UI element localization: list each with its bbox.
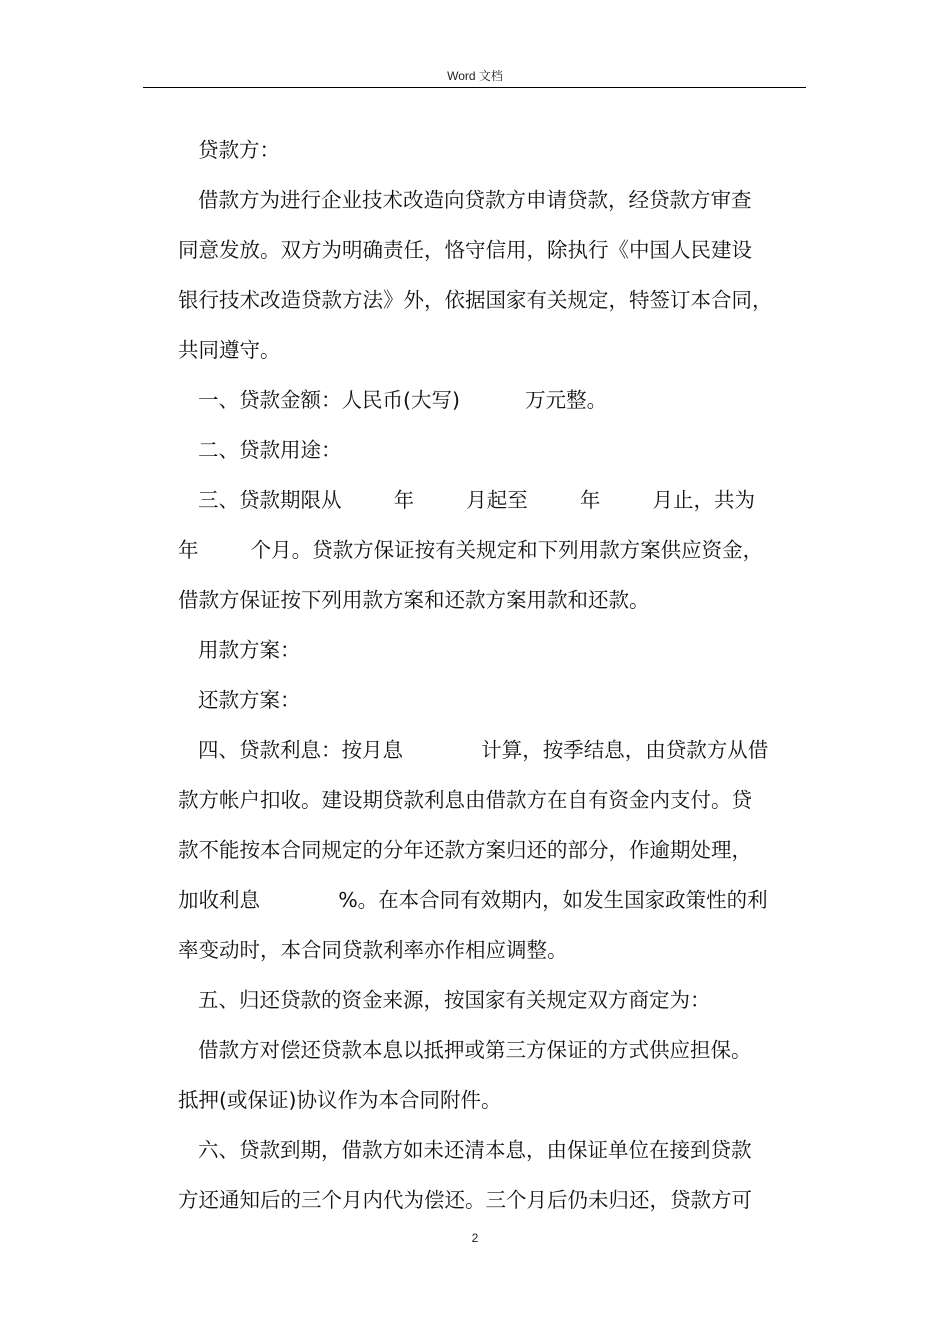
paragraph-line: 加收利息 %。在本合同有效期内，如发生国家政策性的利 <box>178 888 768 912</box>
paragraph-line: 四、贷款利息：按月息 计算，按季结息，由贷款方从借 <box>198 738 769 762</box>
page-number: 2 <box>471 1231 479 1245</box>
paragraph-line: 借款方保证按下列用款方案和还款方案用款和还款。 <box>178 588 650 612</box>
paragraph-line: 方还通知后的三个月内代为偿还。三个月后仍未归还，贷款方可 <box>178 1188 752 1212</box>
paragraph-line: 年 个月。贷款方保证按有关规定和下列用款方案供应资金， <box>178 538 764 562</box>
paragraph-line: 用款方案： <box>198 638 301 662</box>
header-divider <box>143 87 806 88</box>
paragraph-line: 三、贷款期限从 年 月起至 年 月止，共为 <box>198 488 756 512</box>
paragraph-line: 贷款方： <box>198 138 280 162</box>
paragraph-line: 一、贷款金额：人民币(大写) 万元整。 <box>198 388 608 412</box>
paragraph-line: 借款方为进行企业技术改造向贷款方申请贷款，经贷款方审查 <box>198 188 752 212</box>
paragraph-line: 还款方案： <box>198 688 301 712</box>
paragraph-line: 款不能按本合同规定的分年还款方案归还的部分，作逾期处理， <box>178 838 752 862</box>
paragraph-line: 银行技术改造贷款方法》外，依据国家有关规定，特签订本合同， <box>178 288 773 312</box>
paragraph-line: 五、归还贷款的资金来源，按国家有关规定双方商定为： <box>198 988 711 1012</box>
paragraph-line: 共同遵守。 <box>178 338 281 362</box>
paragraph-line: 款方帐户扣收。建设期贷款利息由借款方在自有资金内支付。贷 <box>178 788 752 812</box>
paragraph-line: 六、贷款到期，借款方如未还清本息，由保证单位在接到贷款 <box>198 1138 752 1162</box>
paragraph-line: 抵押(或保证)协议作为本合同附件。 <box>178 1088 502 1112</box>
page-header-title: Word 文档 <box>447 69 503 83</box>
paragraph-line: 率变动时，本合同贷款利率亦作相应调整。 <box>178 938 568 962</box>
paragraph-line: 借款方对偿还贷款本息以抵押或第三方保证的方式供应担保。 <box>198 1038 752 1062</box>
paragraph-line: 二、贷款用途： <box>198 438 342 462</box>
paragraph-line: 同意发放。双方为明确责任，恪守信用，除执行《中国人民建设 <box>178 238 752 262</box>
